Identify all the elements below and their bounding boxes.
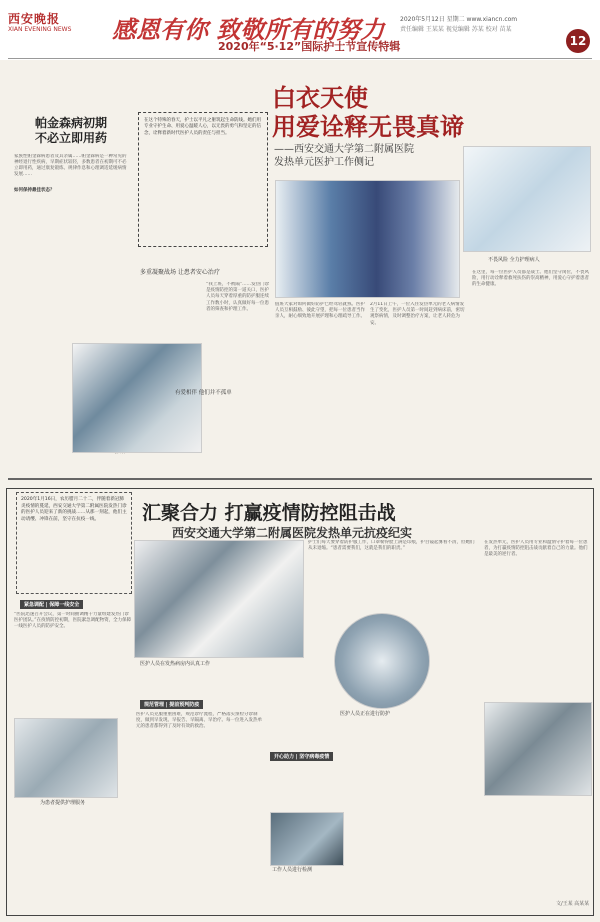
caption-lab: 工作人员进行检测 [272, 867, 313, 873]
feature-subtitle-line2: 发热单元医护工作侧记 [274, 157, 374, 168]
masthead: 西安晚报 [8, 12, 61, 26]
lower-col-3: 护士们每天要穿着防护服工作，口罩勒得脸上满是印痕，护目镜起雾看不清，但她们从未退缩。“患者需要我们，这就是我们的职责。” [308, 540, 475, 552]
lower-subtitle: 西安交通大学第二附属医院发热单元抗疫纪实 [172, 526, 413, 540]
left-headline-line2: 不必立即用药 [34, 131, 107, 145]
quote-box [138, 112, 268, 247]
header-rule [8, 58, 592, 59]
patient-care-photo [14, 718, 118, 798]
left-article-headline [18, 116, 124, 146]
nurses-photo [463, 146, 591, 252]
caption-patient-care: 为患者提供护理服务 [40, 800, 86, 806]
dateline: 2020年5月12日 星期二 www.xiancn.com [400, 16, 518, 23]
left-body-subhead: 如何保持最佳状态？ [14, 188, 55, 193]
left-body-text: 家族性帕金森病患者及其亲属……帕金森病是一种常见的神经退行性疾病，早期症状较轻，多数患者在初期可不必立即用药，通过康复锻炼、规律作息和心理调适延缓病情发展…… [14, 154, 127, 177]
banner-title: 感恩有你 致敬所有的努力 [112, 15, 385, 44]
lower-col-1: “医院迅速召开会议，第一时间抽调精干力量组建发热门诊医护团队。”在疫情防控初期，医院紧急调配物资，全力保障一线医护人员的防护安全。 [14, 612, 132, 630]
lower-lead [16, 492, 132, 594]
feature-title [272, 84, 464, 142]
left-headline-line1: 帕金森病初期 [34, 116, 107, 130]
feature-title-line2: 用爱诠释无畏真谛 [272, 113, 464, 141]
caption-ward: 医护人员在发热病房内认真工作 [140, 661, 211, 667]
protection-circle-photo [334, 613, 430, 709]
feature-col-4: 在这里，每一位医护人员都是战士。他们坚守岗位，不畏风险，用行动诠释着救死扶伤的崇高精神，用爱心守护着患者的生命健康。 [472, 270, 589, 288]
banner-subtitle: 2020年“5·12”国际护士节宣传特辑 [218, 40, 401, 53]
lower-signature: 文/王某 高某某 [556, 901, 590, 907]
editor-credits: 责任编辑 王某某 视觉编辑 苏某 校对 苗某 [400, 26, 512, 33]
feature-col-2: 值班大家对如何做好防护已经驾轻就熟。医护人员互相鼓励、彼此守望，把每一位患者当作亲人，耐心细致地开展护理和心理疏导工作。 [275, 302, 365, 320]
lower-lead-text: 2020年1月16日，农历腊月二十二，伴随着新冠肺炎疫情的蔓延，西安交通大学第二附属医院发热门诊的医护人员迎来了新的挑战……从那一刻起，他们主动请缨、冲锋在前，坚守在抗疫一线。 [21, 497, 127, 522]
lower-col-2: 医护人员克服重重困难，规范诊疗流程，严格落实预检分诊制度，做到早发现、早报告、早隔离、早治疗。每一位进入发热单元的患者都得到了及时有效的救治。 [136, 712, 262, 730]
lab-photo [270, 812, 344, 866]
feature-subtitle [274, 143, 414, 169]
lower-col-4: 在发热单元，医护人员用专业和温情守护着每一位患者，为打赢疫情防控阻击战贡献着自己的力量。他们是最美的逆行者。 [484, 540, 588, 558]
quote-text: 在这个特殊的春天，护士以平凡之躯筑起生命防线。她们用专业守护生命、用爱心温暖人心，以无畏的勇气和坚定的信念，诠释着新时代医护人员的责任与担当。 [144, 118, 261, 136]
ward-photo [134, 540, 304, 658]
page-number-badge: 12 [566, 29, 590, 53]
lower-section-1-label: 紧急调配 | 保障一线安全 [20, 600, 83, 609]
feature-body-heading: 多重凝聚战场 让患者安心治疗 [140, 269, 220, 276]
feature-col-3: 2月11日上午，一位入住发热单元的老人病情发生了变化，医护人员第一时间赶到病床前，密切观察病情，及时调整治疗方案，让老人转危为安。 [370, 302, 465, 326]
caption-protection: 医护人员正在进行防护 [340, 711, 391, 717]
lower-title: 汇聚合力 打赢疫情防控阻击战 [142, 502, 396, 524]
caption-nurses: 不畏风险 全力护理病人 [488, 257, 540, 263]
section-divider [8, 478, 592, 480]
team-photo [275, 180, 460, 298]
doctor-photo [484, 702, 592, 796]
feature-col-1: “我上班，不被隔”……发热门诊是疫情防控的第一道关口，医护人员每天穿着厚重的防护服连续工作数小时，认真做好每一位患者的筛查和护理工作。 [206, 282, 270, 312]
feature-subtitle-line1: ——西安交通大学第二附属医院 [274, 144, 414, 155]
feature-title-line1: 白衣天使 [272, 84, 368, 112]
lower-section-3-label: 开心助力 | 坚守病毒疫情 [270, 752, 333, 761]
masthead-subtitle: XIAN EVENING NEWS [8, 26, 72, 33]
feature-mini-heading: 有爱相伴 他们并不孤单 [175, 390, 232, 396]
staff-group-photo [72, 343, 202, 453]
lower-section-2-label: 规范管理 | 提前预判防疫 [140, 700, 203, 709]
